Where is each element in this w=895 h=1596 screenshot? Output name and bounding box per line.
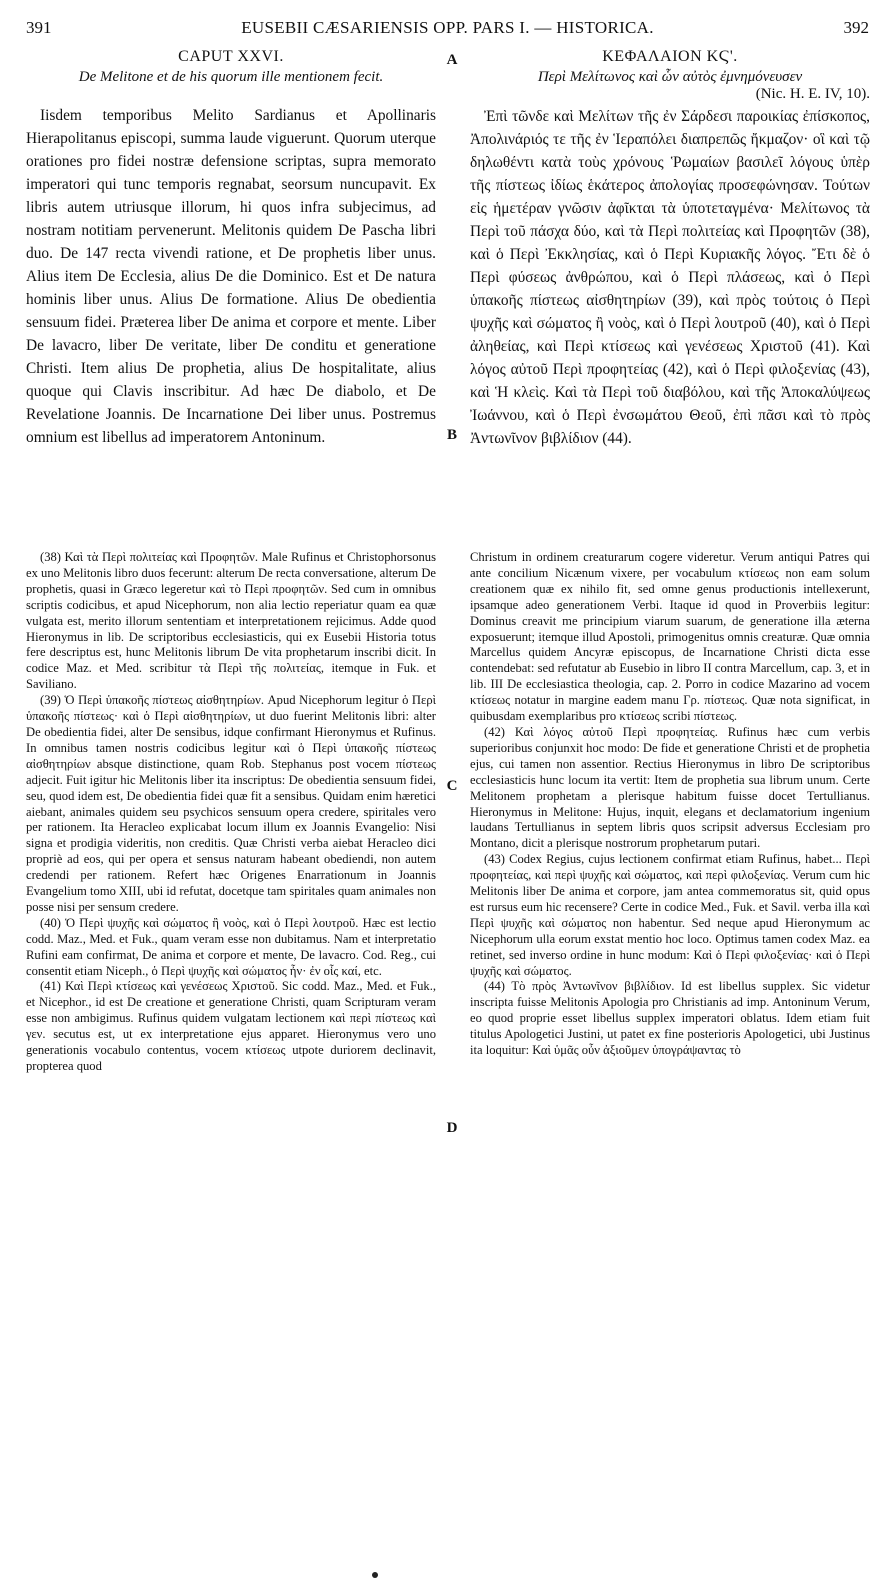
footer-dot <box>372 1572 378 1578</box>
margin-letter-a: A <box>446 52 458 68</box>
note-41-continued: Christum in ordinem creaturarum cogere videretur. Verum antiqui Patres qui ante concilium Nicænum vixere, per vocabulum κτίσεως non eam solum creationem quæ ex nihilo fit, sed omne genus productionis intellexerunt, ipsamque adeo generationem Verbi. Itaque id quod in Proverbiis legitur: Dominus creavit me principium viarum suarum, de generatione illa æterna exposuerunt; itemque illud Apostoli, primogenitus omnis creaturæ. Quæ omnia Marcellus quidem Ancyræ episcopus, de Incarnatione Christi dicta esse contendebat: sed refutatur ab Eusebio in libro II contra Marcellum, cap. 3, et in lib. III De ecclesiastica theologia, cap. 2. Porro in codice Mazarino ad vocem κτίσεως notatur in margine eadem manu Γρ. πίστεως. Quæ nota significat, in quibusdam exemplaribus pro κτίσεως scribi πίστεως. <box>470 550 870 724</box>
note-40: (40) Ὁ Περὶ ψυχῆς καὶ σώματος ἢ νοὸς, καὶ ὁ Περὶ λουτροῦ. Hæc est lectio codd. Maz., Med. et Fuk., quam veram esse non dubitamus. Nam et interpretatio Rufini eam confirmat, De anima et corpore et mente, De lavacro. Cod. Reg., cui consentit etiam Niceph., ὁ Περὶ ψυχῆς καὶ σώματος ἦν· ἐν οἷς καί, etc. <box>26 915 436 978</box>
note-43: (43) Codex Regius, cujus lectionem confirmat etiam Rufinus, habet... Περὶ προφητείας, καὶ περὶ ψυχῆς καὶ σώματος, καὶ περὶ φιλοξενίας. Verum cum hic Melitonis liber De anima et corpore, jam antea commemoratus sit, quid opus est rursus eum hic recensere? Certe in codice Med., Fuk. et Savil. verba illa καὶ Περὶ ψυχῆς καὶ σώματος non habentur. Sed neque apud Hieronymum ac Nicephorum ulla eorum exstat mentio hoc loco. Optimus tamen codex Maz. ea retinet, sed inverso ordine in hunc modum: Καὶ ὁ Περὶ φιλοξενίας· καὶ ὁ Περὶ ψυχῆς καὶ σώματος. <box>470 852 870 978</box>
latin-chapter-heading: CAPUT XXVI. <box>178 48 284 65</box>
page-number-right: 392 <box>843 18 869 37</box>
greek-chapter-subtitle: Περὶ Μελίτωνος καὶ ὧν αὐτὸς ἐμνημόνευσεν <box>537 69 803 85</box>
latin-body-text: Iisdem temporibus Melito Sardianus et Apollinaris Hierapolitanus episcopi, summa laude viguerunt. Quorum uterque orationes pro fidei nostræ defensione scriptas, supra memorato imperatori qui tunc temporis regnabat, seorsum nuncupavit. Ex libris autem utriusque illorum, hi quos infra subjecimus, ad nostram notitiam pervenerunt. Melitonis quidem De Pascha libri duo. De 147 recta vivendi ratione, et De prophetis liber unus. Alius item De Ecclesia, alius De die Dominico. Est et De natura hominis liber unus. Alius De formatione. Alius De obedientia sensuum fidei. Præterea liber De anima et corpore et mente. Liber De lavacro, liber De veritate, liber De conditu et generatione Christi. Item alius De prophetia, alius De hospitalitate, alius quoque qui Clavis inscribitur. Ad hæc De diabolo, et De Revelatione Joannis. De Incarnatione Dei liber unus. Postremus omnium est libellus ad imperatorem Antoninum. <box>26 107 436 446</box>
notes-right-column <box>470 550 870 1059</box>
notes-left-column <box>26 550 436 1075</box>
latin-section <box>26 48 436 449</box>
margin-letter-d: D <box>446 1120 458 1136</box>
running-header <box>26 14 869 40</box>
note-44: (44) Τὸ πρὸς Ἀντωνῖνον βιβλίδιον. Id est libellus supplex. Sic videtur inscripta fuisse Melitonis Apologia pro Christianis ad imp. Antoninum Verum, eo quod proprie esset libellus supplex imperatori oblatus. Idem etiam fuit titulus Apologetici Justini, ut patet ex fine posterioris Apologetici, ubi Justinus ita loquitur: Καὶ ὑμᾶς οὖν ἀξιοῦμεν ὑπογράψαντας τὸ <box>470 979 870 1058</box>
margin-letter-b: B <box>446 427 457 443</box>
latin-chapter-subtitle: De Melitone et de his quorum ille mentionem fecit. <box>78 69 384 85</box>
page-number-left: 391 <box>26 18 52 37</box>
note-41: (41) Καὶ Περὶ κτίσεως καὶ γενέσεως Χριστοῦ. Sic codd. Maz., Med. et Fuk., et Nicephor., id est De creatione et generatione Christi, quam Scripturam veram esse non ambigimus. Rufinus quidem vulgatam lectionem καὶ περὶ πίστεως καὶ γεν. secutus est, ut ex interpretatione ejus apparet. Hieronymus vero uno generationis vocabulo contentus, vocem κτίσεως utpote duriorem declinavit, propterea quod <box>26 979 436 1073</box>
greek-body-text: Ἐπὶ τῶνδε καὶ Μελίτων τῆς ἐν Σάρδεσι παροικίας ἐπίσκοπος, Ἀπολινάριός τε τῆς ἐν Ἱεραπόλει διαπρεπῶς ἤκμαζον· οἳ καὶ τῷ δηλωθέντι κατὰ τοὺς χρόνους Ῥωμαίων βασιλεῖ λόγους ὑπὲρ τῆς πίστεως ἰδίως ἑκάτερος ἀπολογίας προσεφώνησαν. Τούτων εἰς ἡμετέραν γνῶσιν ἀφῖκται τὰ ὑποτεταγμένα· Μελίτωνος τὰ Περὶ τοῦ πάσχα δύο, καὶ τὰ Περὶ πολιτείας καὶ Προφητῶν (38), καὶ ὁ Περὶ Ἐκκλησίας, καὶ ὁ Περὶ Κυριακῆς λόγος. Ἔτι δὲ ὁ Περὶ φύσεως ἀνθρώπου, καὶ ὁ Περὶ πλάσεως, καὶ ὁ Περὶ ὑπακοῆς πίστεως αἰσθητηρίων (39), καὶ πρὸς τούτοις ὁ Περὶ ψυχῆς καὶ σώματος ἢ νοὸς, καὶ ὁ Περὶ λουτροῦ (40), καὶ ὁ Περὶ ἀληθείας, καὶ Περὶ κτίσεως καὶ γενέσεως Χριστοῦ (41). Καὶ λόγος αὐτοῦ Περὶ προφητείας (42), καὶ ὁ Περὶ φιλοξενίας (43), καὶ Ἡ κλεὶς. Καὶ τὰ Περὶ τοῦ διαβόλου, καὶ τῆς Ἀποκαλύψεως Ἰωάννου, καὶ ὁ Περὶ ἐνσωμάτου Θεοῦ, ἐπὶ πᾶσι καὶ τὸ πρὸς Ἀντωνῖνον βιβλίδιον (44). <box>470 108 870 447</box>
margin-letter-c: C <box>446 778 458 794</box>
running-title: EUSEBII CÆSARIENSIS OPP. PARS I. — HISTORICA. <box>241 18 654 37</box>
greek-chapter-heading: ΚΕΦΑΛΑΙΟΝ ΚϚ'. <box>602 48 738 65</box>
greek-reference: (Nic. H. E. IV, 10). <box>755 86 870 102</box>
note-38: (38) Καὶ τὰ Περὶ πολιτείας καὶ Προφητῶν. Male Rufinus et Christophorsonus ex uno Melitonis libro duos fecerunt: alterum De recta conversatione, alterum De prophetis, quasi in Græco legeretur καὶ τὸ Περὶ προφητῶν. Sed cum in omnibus scriptis codicibus, et apud Nicephorum, non alia lectio reperiatur quam ea quæ vulgata est, merito illorum sententiam et interpretationem rejicimus. Adde quod Hieronymus in lib. De scriptoribus ecclesiasticis, qui ex Eusebii Historia totus fere descriptus est, hunc Melitonis librum De vita prophetarum inscribi dicit. In codice Maz. et Med. scribitur τὰ Περὶ τῆς πολιτείας, itemque in Fuk. et Saviliano. <box>26 550 436 692</box>
note-42: (42) Καὶ λόγος αὐτοῦ Περὶ προφητείας. Rufinus hæc cum verbis superioribus conjunxit hoc modo: De fide et generatione Christi et de prophetia ejus, cui tamen non assentior. Rectius Hieronymus in libro De scriptoribus ecclesiasticis hunc locum ita vertit: Item de prophetia sua librum unum. Certe Melitonem prophetam a plerisque habitum fuisse docet Tertullianus. Hieronymus in Melitone: Hujus, inquit, elegans et declamatorium ingenium laudans Tertullianus in septem libris quos scripsit adversus Ecclesiam pro Montano, dicit a plerisque nostrorum prophetarum putari. <box>470 724 870 851</box>
note-39: (39) Ὁ Περὶ ὑπακοῆς πίστεως αἰσθητηρίων. Apud Nicephorum legitur ὁ Περὶ ὑπακοῆς πίστεως· καὶ ὁ Περὶ αἰσθητηρίων, ut duo fuerint Melitonis libri: alter De obedientia fidei, alter De sensibus, idque confirmant Hieronymus et Rufinus. In omnibus tamen nostris codicibus legitur καὶ ὁ Περὶ ὑπακοῆς πίστεως αἰσθητηρίων absque distinctione, quam Rob. Stephanus post vocem πίστεως adjecit. Fuit igitur hic Melitonis liber ita inscriptus: De obedientia sensuum fidei, seu, quod idem est, De obedientia fidei quæ fit a sensibus. Quidam enim hæretici aiebant, animales quidem seu psychicos sensuum opera credere, spiritales vero per rationem. Ita Heracleo explicabat locum illum ex Joannis Evangelio: Nisi signa et prodigia videritis, non creditis. Quæ Christi verba aiebat Heracleo dici propriè ad eos, qui per opera et sensus naturam habeant obediendi, non autem credendi per rationem. Refert hæc Origenes Enarrationum in Joannis Evangelium tomo XIII, ubi id refutat, docetque tam spiritales quam animales non posse nisi per sensum credere. <box>26 693 436 914</box>
greek-section <box>470 48 870 450</box>
